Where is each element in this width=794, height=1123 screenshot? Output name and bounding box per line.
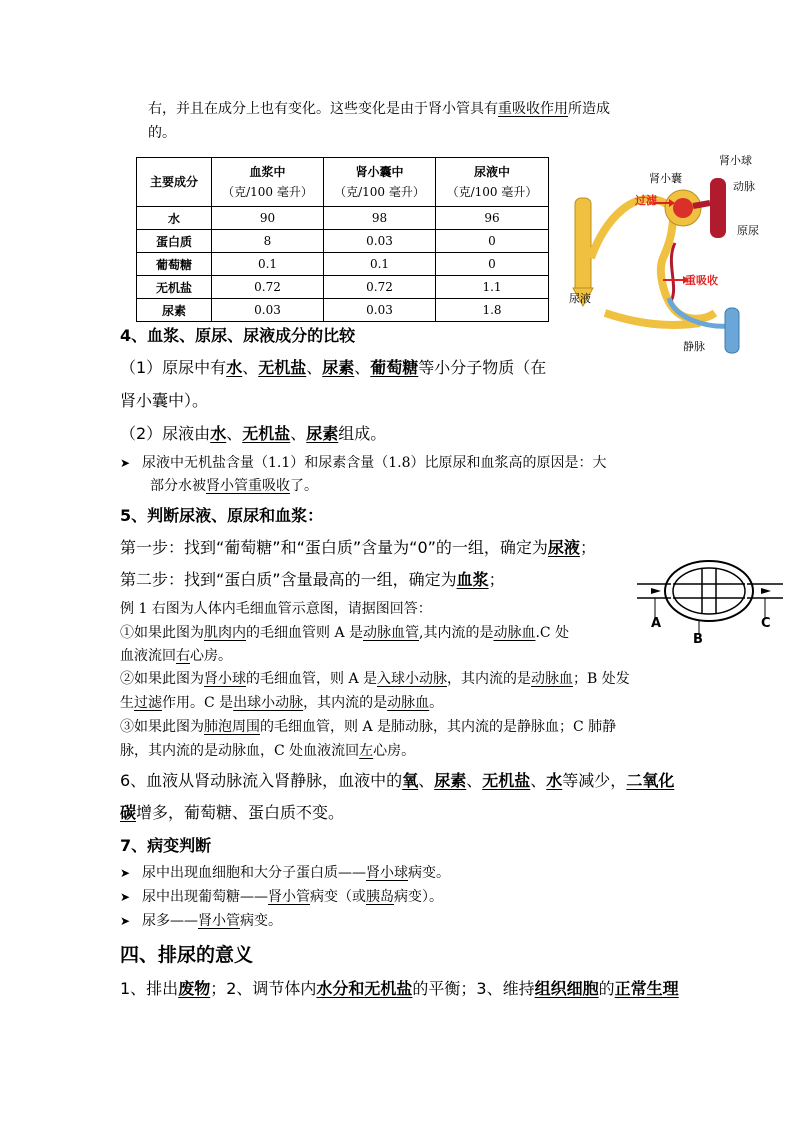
table-row: 无机盐 0.72 0.72 1.1 (137, 276, 549, 299)
label-vein: 静脉 (683, 340, 705, 353)
example-intro: 例 1 右图为人体内毛细血管示意图，请据图回答： (120, 601, 432, 617)
s4-p1-line1: （1）原尿中有水、无机盐、尿素、葡萄糖等小分子物质（在 (120, 358, 547, 377)
fig-label-b: B (693, 632, 703, 647)
capillary-diagram (635, 558, 785, 648)
nephron-diagram (565, 148, 765, 363)
intro-line-2: 的。 (148, 125, 176, 141)
arrow-bullet-icon: ➤ (120, 866, 131, 880)
s7-item-2: ➤ 尿中出现葡萄糖——肾小管病变（或胰岛病变）。 (120, 889, 443, 905)
table-header: 主要成分 (137, 158, 212, 207)
s5-step2: 第二步：找到“蛋白质”含量最高的一组，确定为血浆； (120, 570, 505, 589)
table-header: 尿液中 （克/100 毫升） (436, 158, 549, 207)
example-q3-line2: 脉，其内流的是动脉血，C 处血液流回左心房。 (120, 743, 416, 759)
section-7-title: 7、病变判断 (120, 836, 212, 855)
table-header: 血浆中 （克/100 毫升） (212, 158, 324, 207)
example-q2-line2: 生过滤作用。C 是出球小动脉，其内流的是动脉血。 (120, 695, 444, 711)
example-q2-line1: ②如果此图为肾小球的毛细血管，则 A 是入球小动脉，其内流的是动脉血；B 处发 (120, 671, 630, 687)
intro-line-1: 右，并且在成分上也有变化。这些变化是由于肾小管具有重吸收作用所造成 (148, 101, 610, 117)
label-reabsorb: 重吸收 (685, 274, 718, 287)
label-artery: 动脉 (733, 180, 755, 193)
fig-label-c: C (761, 616, 771, 631)
table-row: 水 90 98 96 (137, 207, 549, 230)
composition-table (136, 157, 549, 322)
s4-p2: （2）尿液由水、无机盐、尿素组成。 (120, 424, 387, 443)
fig-label-a: A (651, 616, 662, 631)
arrow-bullet-icon: ➤ (120, 456, 131, 470)
s4-bullet-line2: 部分水被肾小管重吸收了。 (150, 478, 318, 494)
table-row: 尿素 0.03 0.03 1.8 (137, 299, 549, 322)
label-filter: 过滤 (635, 194, 657, 207)
table-header: 肾小囊中 （克/100 毫升） (324, 158, 436, 207)
example-q1-line2: 血液流回右心房。 (120, 648, 232, 664)
s6-line1: 6、血液从肾动脉流入肾静脉，血液中的氧、尿素、无机盐、水等减少，二氧化 (120, 771, 675, 790)
capillary-figure (635, 558, 785, 648)
example-q1-line1: ①如果此图为肌肉内的毛细血管则 A 是动脉血管,其内流的是动脉血.C 处 (120, 625, 570, 641)
s6-line2: 碳增多，葡萄糖、蛋白质不变。 (120, 803, 345, 822)
s5-step1: 第一步：找到“葡萄糖”和“蛋白质”含量为“0”的一组，确定为尿液； (120, 538, 596, 557)
section-5-title: 5、判断尿液、原尿和血浆： (120, 506, 324, 525)
s7-item-3: ➤ 尿多——肾小管病变。 (120, 913, 282, 929)
table-row: 蛋白质 8 0.03 0 (137, 230, 549, 253)
label-primary-urine: 原尿 (737, 224, 759, 237)
table-header-row (137, 158, 549, 207)
label-urine: 尿液 (569, 292, 591, 305)
section-four-title: 四、排尿的意义 (120, 944, 254, 966)
s4-bullet-line1: ➤ 尿液中无机盐含量（1.1）和尿素含量（1.8）比原尿和血浆高的原因是：大 (120, 455, 607, 471)
s7-item-1: ➤ 尿中出现血细胞和大分子蛋白质——肾小球病变。 (120, 865, 450, 881)
table-row: 葡萄糖 0.1 0.1 0 (137, 253, 549, 276)
section-4-title: 4、血浆、原尿、尿液成分的比较 (120, 326, 356, 345)
arrow-bullet-icon: ➤ (120, 890, 131, 904)
label-capsule: 肾小囊 (649, 172, 682, 185)
label-glomerulus: 肾小球 (719, 154, 752, 167)
s4-p1-line2: 肾小囊中）。 (120, 391, 209, 410)
example-q3-line1: ③如果此图为肺泡周围的毛细血管，则 A 是肺动脉，其内流的是静脉血；C 肺静 (120, 719, 617, 735)
arrow-bullet-icon: ➤ (120, 914, 131, 928)
s8-line1: 1、排出废物；2、调节体内水分和无机盐的平衡；3、维持组织细胞的正常生理 (120, 979, 679, 998)
